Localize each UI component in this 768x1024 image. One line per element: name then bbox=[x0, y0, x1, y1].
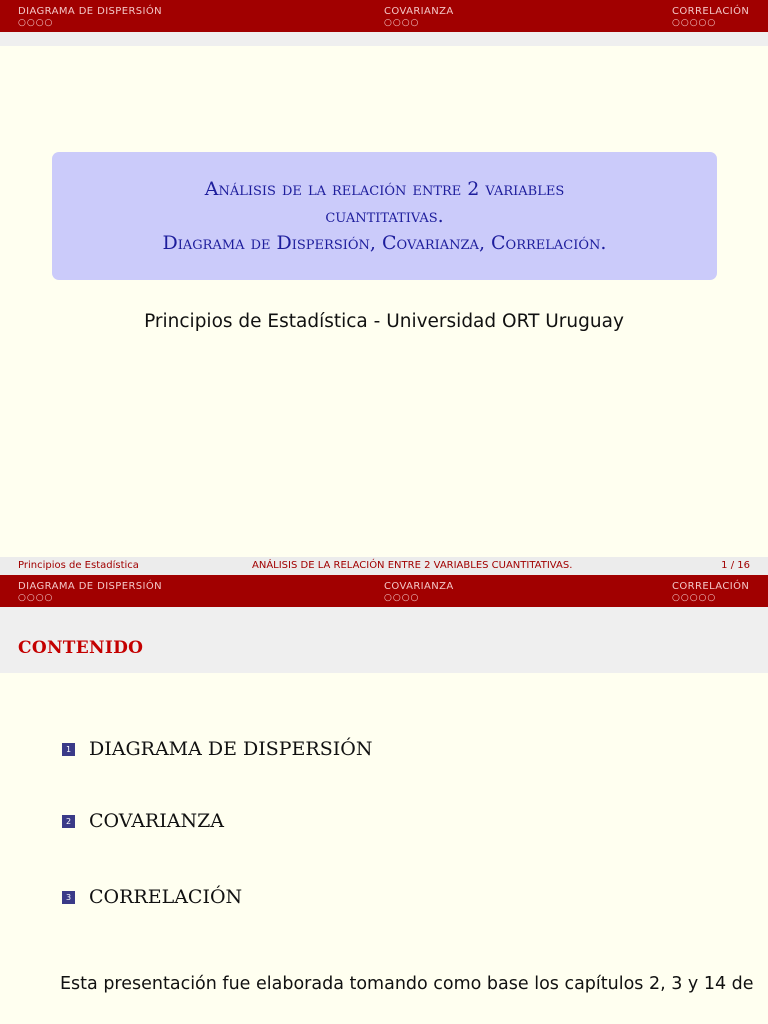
toc-number-badge: 2 bbox=[62, 815, 75, 828]
toc-number-badge: 3 bbox=[62, 891, 75, 904]
nav-bar bbox=[0, 575, 768, 607]
toc-item-label: DIAGRAMA DE DISPERSIÓN bbox=[89, 738, 373, 760]
nav-section-covarianza[interactable] bbox=[384, 581, 454, 603]
subtitle: Principios de Estadística - Universidad ORT Uruguay bbox=[144, 311, 624, 332]
title-line-1: Análisis de la relación entre 2 variables bbox=[204, 178, 565, 200]
toc-number-badge: 1 bbox=[62, 743, 75, 756]
toc-item-correlacion[interactable] bbox=[62, 886, 242, 908]
title-box bbox=[52, 152, 717, 280]
nav-section-dots[interactable]: ○○○○ bbox=[384, 18, 420, 28]
nav-section-label: DIAGRAMA DE DISPERSIÓN bbox=[18, 581, 163, 592]
nav-section-covarianza[interactable] bbox=[384, 6, 454, 28]
nav-section-label: CORRELACIÓN bbox=[672, 581, 750, 592]
toc-item-label: CORRELACIÓN bbox=[89, 886, 243, 908]
nav-bar bbox=[0, 0, 768, 32]
nav-section-label: COVARIANZA bbox=[384, 581, 454, 592]
nav-section-dispersion[interactable] bbox=[18, 581, 162, 603]
title-line-2: cuantitativas. bbox=[325, 205, 444, 227]
nav-bar-shadow bbox=[0, 607, 768, 623]
nav-section-label: DIAGRAMA DE DISPERSIÓN bbox=[18, 6, 163, 17]
nav-section-correlacion[interactable] bbox=[672, 6, 749, 28]
nav-section-dots[interactable]: ○○○○ bbox=[18, 593, 54, 603]
body-text: Esta presentación fue elaborada tomando como base los capítulos 2, 3 y 14 de bbox=[60, 974, 754, 994]
nav-section-label: COVARIANZA bbox=[384, 6, 454, 17]
toc-item-label: COVARIANZA bbox=[89, 810, 225, 832]
frame-title: CONTENIDO bbox=[18, 638, 144, 658]
nav-section-label: CORRELACIÓN bbox=[672, 6, 750, 17]
page-number: 1 / 16 bbox=[721, 560, 750, 571]
nav-section-dots[interactable]: ○○○○ bbox=[18, 18, 54, 28]
nav-section-dispersion[interactable] bbox=[18, 6, 162, 28]
toc-item-dispersion[interactable] bbox=[62, 738, 372, 760]
footer-left: Principios de Estadística bbox=[18, 560, 139, 571]
nav-bar-shadow bbox=[0, 32, 768, 46]
nav-section-dots[interactable]: ○○○○○ bbox=[672, 593, 717, 603]
title-line-3: Diagrama de Dispersión, Covarianza, Correlación. bbox=[162, 232, 607, 254]
nav-section-dots[interactable]: ○○○○○ bbox=[672, 18, 717, 28]
footer-center: ANÁLISIS DE LA RELACIÓN ENTRE 2 VARIABLES CUANTITATIVAS. bbox=[252, 560, 573, 571]
toc-item-covarianza[interactable] bbox=[62, 810, 224, 832]
footer-bar bbox=[0, 557, 768, 575]
nav-section-dots[interactable]: ○○○○ bbox=[384, 593, 420, 603]
nav-section-correlacion[interactable] bbox=[672, 581, 749, 603]
frame-title-bar bbox=[0, 623, 768, 673]
